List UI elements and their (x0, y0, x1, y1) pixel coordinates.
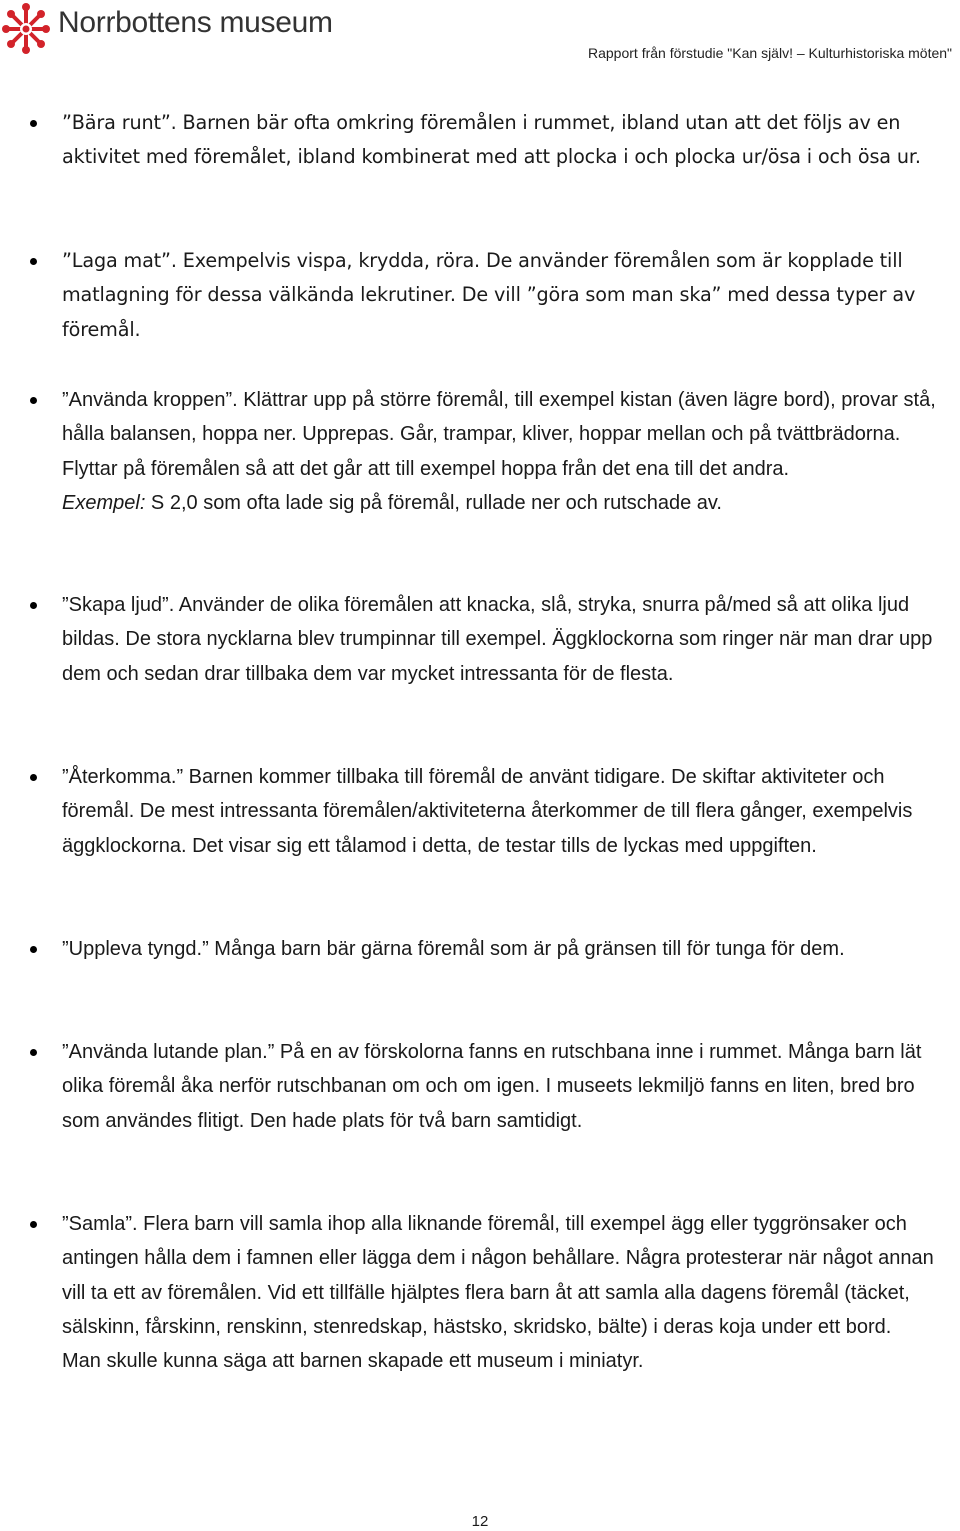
bullet-icon (30, 258, 37, 265)
list-item (62, 760, 942, 863)
bullet-icon (30, 397, 37, 404)
page-number: 12 (471, 1513, 489, 1530)
list-item (62, 244, 942, 347)
example-line (62, 486, 942, 520)
list-item-text: ”Uppleva tyngd.” Många barn bär gärna föremål som är på gränsen till för tunga för dem. (62, 938, 845, 960)
bullet-icon (30, 1049, 37, 1056)
list-item-text: ”Använda lutande plan.” På en av förskolorna fanns en rutschbana inne i rummet. Många barn lät olika föremål åka nerför rutschbanan om och om igen. I museets lekmiljö fanns en liten, bred bro som användes flitigt. Den hade plats för två barn samtidigt. (62, 1041, 922, 1132)
list-item (62, 383, 942, 520)
bullet-icon (30, 120, 37, 127)
list-item (62, 1207, 942, 1378)
list-item (62, 106, 942, 175)
list-item-text: Man skulle kunna säga att barnen skapade ett museum i miniatyr. (62, 1350, 644, 1373)
museum-logo-icon (2, 2, 50, 54)
list-item-text: ”Använda kroppen”. Klättrar upp på större föremål, till exempel kistan (även lägre bord), provar stå, hålla balansen, hoppa ner. Upprepas. Går, trampar, kliver, hoppar mellan och på tvättbrädorna. Flyttar på föremålen så att det går att till exempel hoppa från det ena till det andra. (62, 389, 936, 480)
example-label: Exempel: (62, 491, 146, 514)
bullet-icon (30, 1221, 37, 1228)
page-header (0, 0, 960, 70)
report-subtitle: Rapport från förstudie "Kan själv! – Kulturhistoriska möten" (588, 45, 952, 61)
list-item-text: ”Samla”. Flera barn vill samla ihop alla liknande föremål, till exempel ägg eller tyggrönsaker och antingen hålla dem i famnen eller lägga dem i någon behållare. Några protesterar när något annan vill ta ett av föremålen. Vid ett tillfälle hjälptes flera barn åt att samla alla dagens föremål (täcket, sälskinn, fårskinn, renskinn, stenredskap, hästsko, skridsko, bälte) i deras koja under ett bord. (62, 1213, 934, 1338)
list-item (62, 1035, 942, 1138)
list-item-text: ”Bära runt”. Barnen bär ofta omkring föremålen i rummet, ibland utan att det följs av en aktivitet med föremålet, ibland kombinerat med att plocka i och plocka ur/ösa i och ösa ur. (62, 111, 921, 169)
bullet-icon (30, 602, 37, 609)
list-item-text: ”Återkomma.” Barnen kommer tillbaka till föremål de använt tidigare. De skiftar aktiviteter och föremål. De mest intressanta föremålen/aktiviteterna återkommer de till flera gånger, exempelvis äggklockorna. Det visar sig ett tålamod i detta, de testar tills de lyckas med uppgiften. (62, 766, 913, 857)
logo-text: Norrbottens museum (58, 6, 333, 39)
list-item-text: ”Laga mat”. Exempelvis vispa, krydda, röra. De använder föremålen som är kopplade till matlagning för dessa välkända lekrutiner. De vill ”göra som man ska” med dessa typer av föremål. (62, 249, 916, 341)
list-item-text: ”Skapa ljud”. Använder de olika föremålen att knacka, slå, stryka, snurra på/med så att olika ljud bildas. De stora nycklarna blev trumpinnar till exempel. Äggklockorna som ringer när man drar upp dem och sedan drar tillbaka dem var mycket intressanta för de flesta. (62, 594, 933, 685)
bullet-icon (30, 774, 37, 781)
bullet-icon (30, 946, 37, 953)
list-item (62, 932, 942, 966)
example-text: S 2,0 som ofta lade sig på föremål, rullade ner och rutschade av. (145, 491, 722, 514)
list-item (62, 588, 942, 691)
